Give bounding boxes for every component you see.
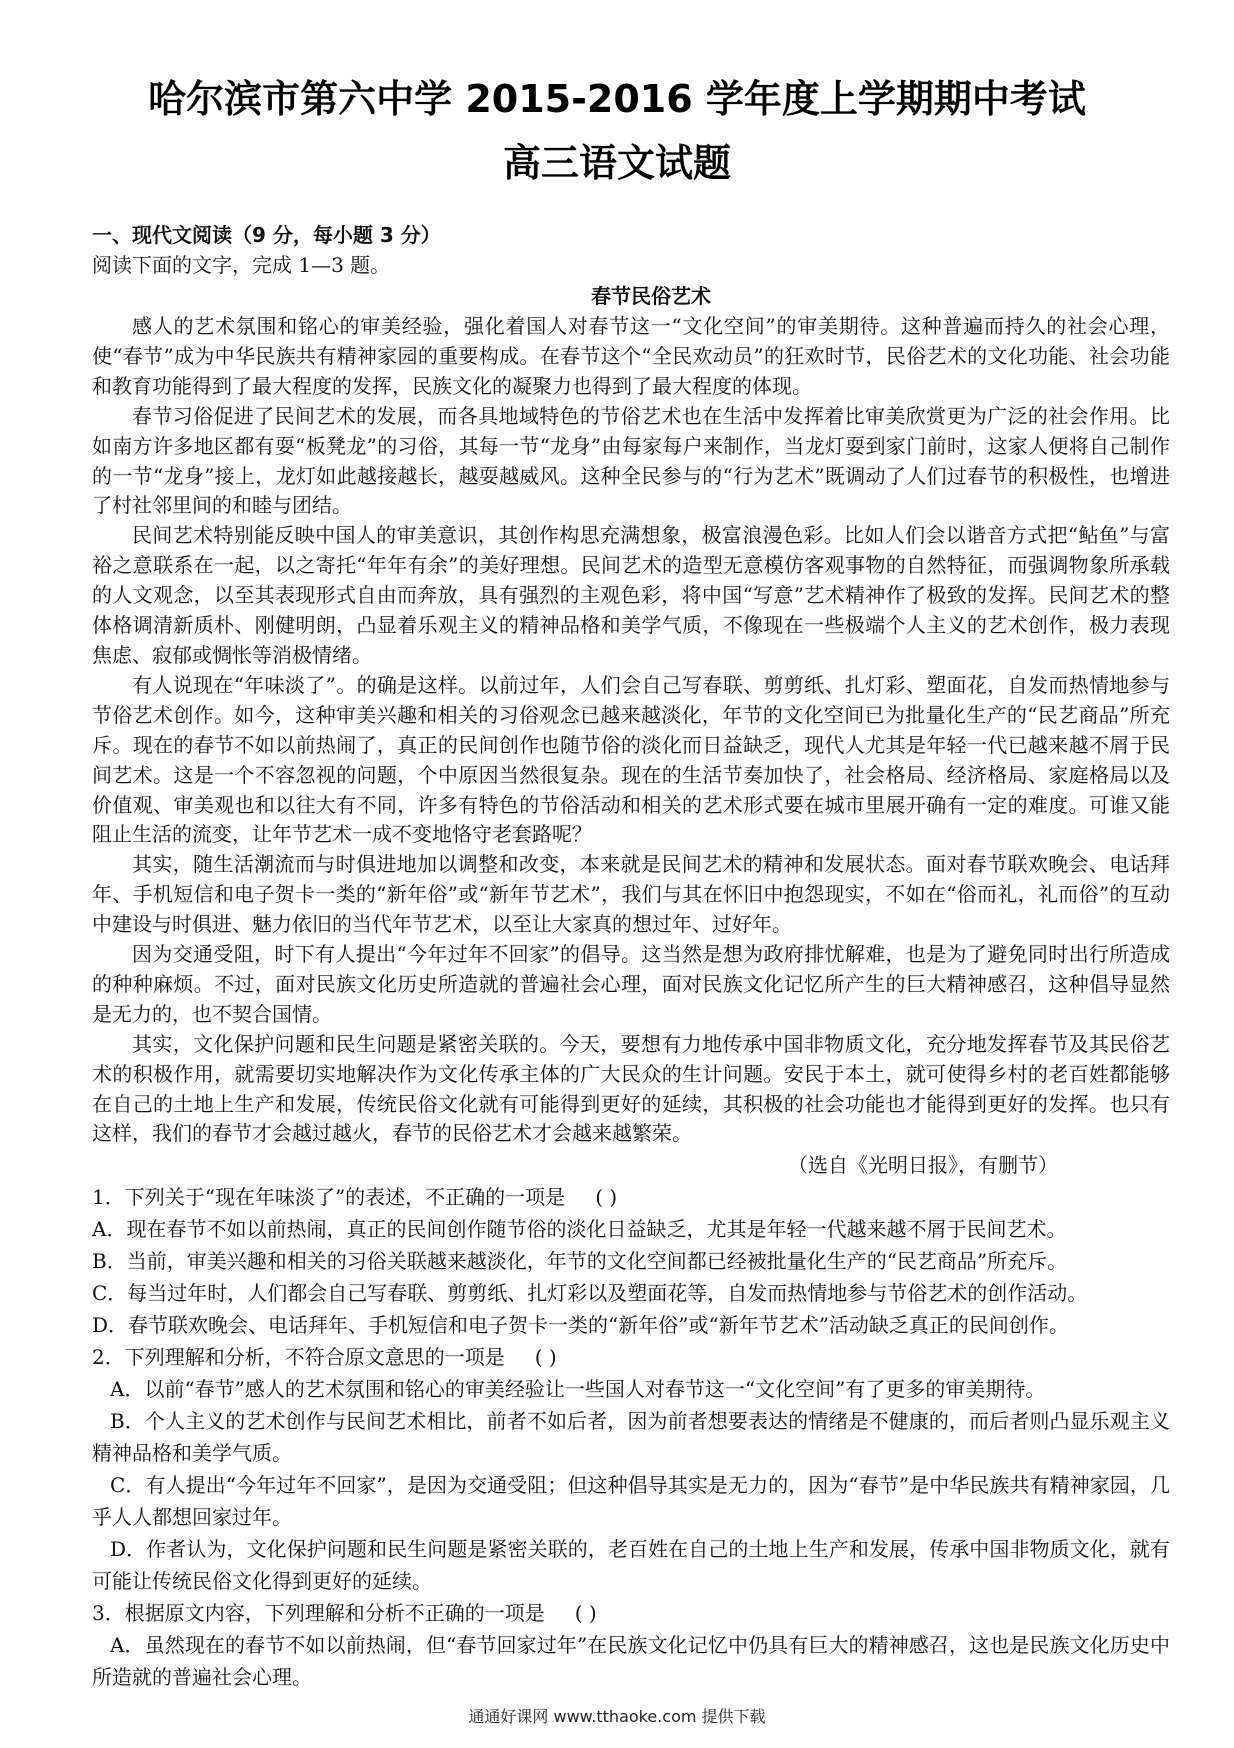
article-source: （选自《光明日报》，有删节） (788, 1153, 1058, 1178)
page-footer: 通通好课网 www.tthaoke.com 提供下载 (468, 1707, 766, 1726)
section-heading: 一、现代文阅读（9 分，每小题 3 分） (92, 223, 441, 247)
article-paragraph: 其实，文化保护问题和民生问题是紧密关联的。今天，要想有力地传承中国非物质文化，充分地发挥春节及其民俗艺术的积极作用，就需要切实地解决作为文化传承主体的广大民众的生计问题。安民于本土，就可使得乡村的老百姓都能够在自己的土地上生产和发展，传统民俗文化就有可能得到更好的延续，其积极的社会功能也才能得到更好的发挥。也只有这样，我们的春节才会越过越火，春节的民俗艺术才会越来越繁荣。 (92, 1031, 1170, 1146)
answer-blank: ( ) (574, 1601, 597, 1626)
question-stem (92, 1597, 1170, 1629)
question-option: A．虽然现在的春节不如以前热闹，但“春节回家过年”在民族文化记忆中仍具有巨大的精神感召，这也是民族文化历史中所造就的普遍社会心理。 (92, 1633, 1170, 1690)
question-option: A．现在春节不如以前热闹，真正的民间创作随节俗的淡化日益缺乏，尤其是年轻一代越来越不屑于民间艺术。 (92, 1217, 1067, 1242)
question-option: C．有人提出“今年过年不回家”，是因为交通受阻；但这种倡导其实是无力的，因为“春节”是中华民族共有精神家园，几乎人人都想回家过年。 (92, 1473, 1170, 1530)
article-paragraph: 因为交通受阻，时下有人提出“今年过年不回家”的倡导。这当然是想为政府排忧解难，也是为了避免同时出行所造成的种种麻烦。不过，面对民族文化历史所造就的普遍社会心理，面对民族文化记忆所产生的巨大精神感召，这种倡导显然是无力的，也不契合国情。 (92, 942, 1170, 1026)
article-paragraph: 有人说现在“年味淡了”。的确是这样。以前过年，人们会自己写春联、剪剪纸、扎灯彩、塑面花，自发而热情地参与节俗艺术创作。如今，这种审美兴趣和相关的习俗观念已越来越淡化，年节的文化空间已为批量化生产的“民艺商品”所充斥。现在的春节不如以前热闹了，真正的民间创作也随节俗的淡化而日益缺乏，现代人尤其是年轻一代已越来越不屑于民间艺术。这是一个不容忽视的问题，个中原因当然很复杂。现在的生活节奏加快了，社会格局、经济格局、家庭格局以及价值观、审美观也和以往大有不同，许多有特色的节俗活动和相关的艺术形式要在城市里展开确有一定的难度。可谁又能阻止生活的流变，让年节艺术一成不变地恪守老套路呢？ (92, 672, 1170, 847)
exam-title: 哈尔滨市第六中学 2015-2016 学年度上学期期中考试 (148, 77, 1086, 121)
question-2-text: 2．下列理解和分析，不符合原文意思的一项是 (92, 1345, 505, 1370)
answer-blank: ( ) (595, 1185, 618, 1210)
question-stem (92, 1181, 1170, 1213)
article-paragraph: 其实，随生活潮流而与时俱进地加以调整和改变，本来就是民间艺术的精神和发展状态。面对春节联欢晚会、电话拜年、手机短信和电子贺卡一类的“新年俗”或“新年节艺术”，我们与其在怀旧中抱怨现实，不如在“俗而礼，礼而俗”的互动中建设与时俱进、魅力依旧的当代年节艺术，以至让大家真的想过年、过好年。 (92, 852, 1170, 937)
question-option: A．以前“春节”感人的艺术氛围和铭心的审美经验让一些国人对春节这一“文化空间”有了更多的审美期待。 (110, 1377, 1046, 1402)
question-3-text: 3．根据原文内容，下列理解和分析不正确的一项是 (92, 1601, 545, 1626)
article-title: 春节民俗艺术 (591, 284, 711, 308)
article-paragraph: 感人的艺术氛围和铭心的审美经验，强化着国人对春节这一“文化空间”的审美期待。这种普遍而持久的社会心理，使“春节”成为中华民族共有精神家园的重要构成。在春节这个“全民欢动员”的狂欢时节，民俗艺术的文化功能、社会功能和教育功能得到了最大程度的发挥，民族文化的凝聚力也得到了最大程度的体现。 (92, 314, 1170, 398)
question-stem (92, 1341, 1170, 1373)
question-option: C．每当过年时，人们都会自己写春联、剪剪纸、扎灯彩以及塑面花等，自发而热情地参与节俗艺术的创作活动。 (92, 1281, 1088, 1306)
question-option: B．个人主义的艺术创作与民间艺术相比，前者不如后者，因为前者想要表达的情绪是不健康的，而后者则凸显乐观主义精神品格和美学气质。 (92, 1409, 1170, 1466)
question-1-text: 1．下列关于“现在年味淡了”的表述，不正确的一项是 (92, 1185, 566, 1210)
article-paragraph: 春节习俗促进了民间艺术的发展，而各具地域特色的节俗艺术也在生活中发挥着比审美欣赏更为广泛的社会作用。比如南方许多地区都有耍“板凳龙”的习俗，其每一节“龙身”由每家每户来制作，当龙灯耍到家门前时，这家人便将自己制作的一节“龙身”接上，龙灯如此越接越长，越耍越威风。这种全民参与的“行为艺术”既调动了人们过春节的积极性，也增进了村社邻里间的和睦与团结。 (92, 403, 1170, 518)
exam-subtitle: 高三语文试题 (502, 141, 731, 185)
exam-content (92, 220, 1170, 1693)
section-instruction: 阅读下面的文字，完成 1—3 题。 (92, 253, 391, 277)
article-paragraph: 民间艺术特别能反映中国人的审美意识，其创作构思充满想象，极富浪漫色彩。比如人们会以谐音方式把“鲇鱼”与富裕之意联系在一起，以之寄托“年年有余”的美好理想。民间艺术的造型无意模仿客观事物的自然特征，而强调物象所承载的人文观念，以至其表现形式自由而奔放，具有强烈的主观色彩，将中国“写意”艺术精神作了极致的发挥。民间艺术的整体格调清新质朴、刚健明朗，凸显着乐观主义的精神品格和美学气质，不像现在一些极端个人主义的艺术创作，极力表现焦虑、寂郁或惆怅等消极情绪。 (92, 523, 1170, 667)
answer-blank: ( ) (534, 1345, 557, 1370)
question-option: B．当前，审美兴趣和相关的习俗关联越来越淡化，年节的文化空间都已经被批量化生产的“民艺商品”所充斥。 (92, 1249, 1068, 1274)
question-option: D．作者认为，文化保护问题和民生问题是紧密关联的，老百姓在自己的土地上生产和发展，传承中国非物质文化，就有可能让传统民俗文化得到更好的延续。 (92, 1537, 1170, 1594)
question-option: D．春节联欢晚会、电话拜年、手机短信和电子贺卡一类的“新年俗”或“新年节艺术”活动缺乏真正的民间创作。 (92, 1313, 1069, 1338)
